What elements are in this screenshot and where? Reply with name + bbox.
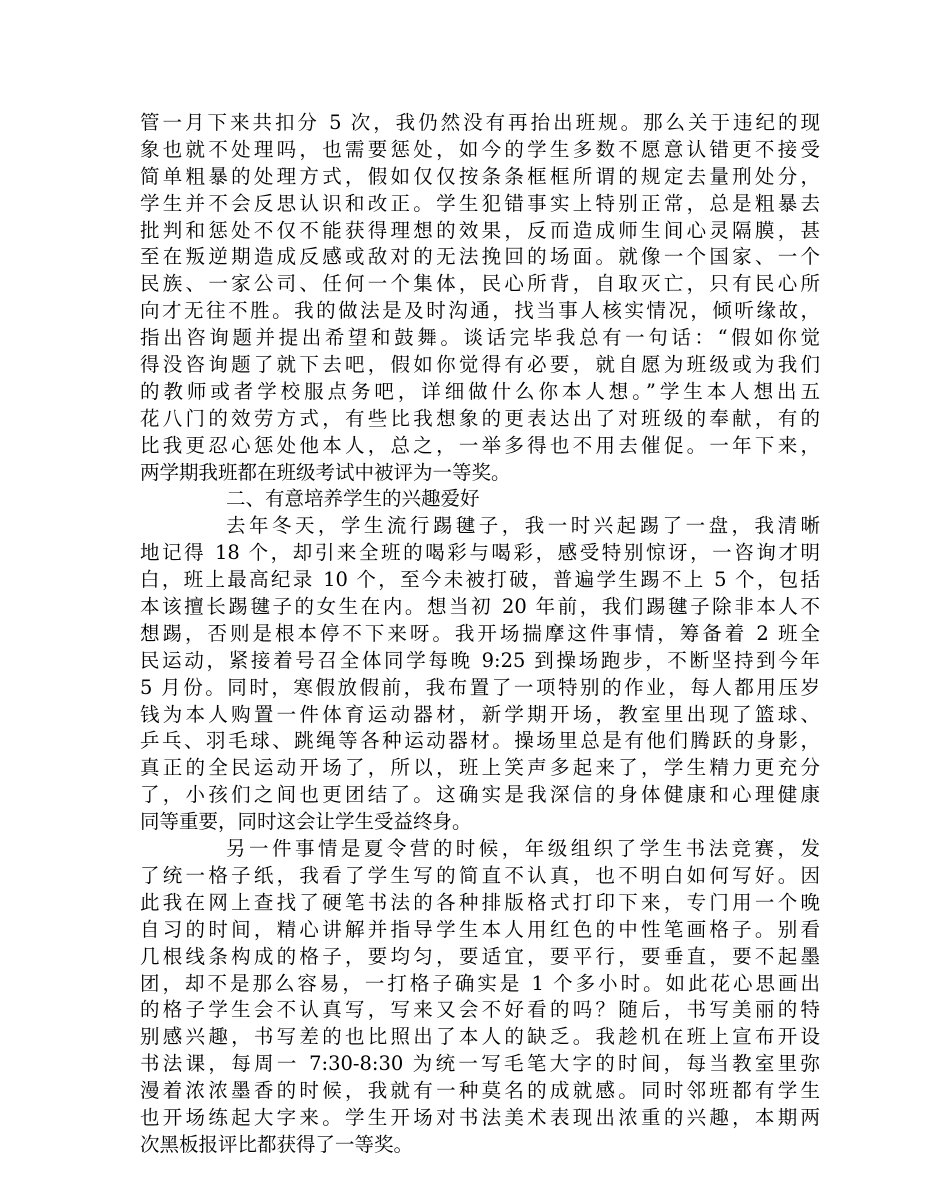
text-line: 两学期我班都在班级考试中被评为一等奖。: [140, 460, 511, 484]
text-line: 得没咨询题了就下去吧，假如你觉得有必要，就自愿为班级或为我们: [140, 353, 820, 377]
text-line: 至在叛逆期造成反感或敌对的无法挽回的场面。就像一个国家、一个: [140, 245, 820, 269]
paragraph-first-line: 另一件事情是夏令营的时候，年级组织了学生书法竞赛，发: [226, 837, 820, 861]
text-line: 批判和惩处不仅不能获得理想的效果，反而造成师生间心灵隔膜，甚: [140, 218, 820, 242]
text-line: 乒乓、羽毛球、跳绳等各种运动器材。操场里总是有他们腾跃的身影，: [140, 729, 820, 753]
text-line: 别感兴趣，书写差的也比照出了本人的缺乏。我趁机在班上宣布开设: [140, 1025, 820, 1049]
text-line: 花八门的效劳方式，有些比我想象的更表达出了对班级的奉献，有的: [140, 406, 820, 430]
text-line: 自习的时间，精心讲解并指导学生本人用红色的中性笔画格子。别看: [140, 917, 820, 941]
text-line: 了统一格子纸，我看了学生写的简直不认真，也不明白如何写好。因: [140, 863, 820, 887]
document-body: [140, 110, 820, 1159]
text-line: 漫着浓浓墨香的时候，我就有一种莫名的成就感。同时邻班都有学生: [140, 1079, 820, 1103]
text-line: 了，小孩们之间也更团结了。这确实是我深信的身体健康和心理健康: [140, 783, 820, 807]
text-line: 真正的全民运动开场了，所以，班上笑声多起来了，学生精力更充分: [140, 756, 820, 780]
text-line: 此我在网上查找了硬笔书法的各种排版格式打印下来，专门用一个晚: [140, 890, 820, 914]
text-line: 本该擅长踢毽子的女生在内。想当初 20 年前，我们踢毽子除非本人不: [140, 595, 820, 619]
section-heading: 二、有意培养学生的兴趣爱好: [226, 487, 480, 511]
text-line: 次黑板报评比都获得了一等奖。: [140, 1132, 414, 1156]
text-line: 学生并不会反思认识和改正。学生犯错事实上特别正常，总是粗暴去: [140, 191, 820, 215]
text-line: 书法课，每周一 7:30-8:30 为统一写毛笔大字的时间，每当教室里弥: [140, 1052, 820, 1076]
text-line: 指出咨询题并提出希望和鼓舞。谈话完毕我总有一句话：“假如你觉: [140, 326, 820, 350]
text-line: 也开场练起大字来。学生开场对书法美术表现出浓重的兴趣，本期两: [140, 1105, 820, 1129]
text-line: 几根线条构成的格子，要均匀，要适宜，要平行，要垂直，要不起墨: [140, 944, 820, 968]
text-line: 5 月份。同时，寒假放假前，我布置了一项特别的作业，每人都用压岁: [140, 675, 820, 699]
text-line: 民族、一家公司、任何一个集体，民心所背，自取灭亡，只有民心所: [140, 272, 820, 296]
text-line: 比我更忍心惩处他本人，总之，一举多得也不用去催促。一年下来，: [140, 433, 820, 457]
text-line: 向才无往不胜。我的做法是及时沟通，找当事人核实情况，倾听缘故，: [140, 299, 820, 323]
text-line: 简单粗暴的处理方式，假如仅仅按条条框框所谓的规定去量刑处分，: [140, 164, 820, 188]
text-line: 的格子学生会不认真写，写来又会不好看的吗？随后，书写美丽的特: [140, 998, 820, 1022]
text-line: 团，却不是那么容易，一打格子确实是 1 个多小时。如此花心思画出: [140, 971, 820, 995]
text-line: 的教师或者学校服点务吧，详细做什么你本人想。”学生本人想出五: [140, 379, 820, 403]
text-line: 地记得 18 个，却引来全班的喝彩与喝彩，感受特别惊讶，一咨询才明: [140, 541, 820, 565]
text-line: 管一月下来共扣分 5 次，我仍然没有再抬出班规。那么关于违纪的现: [140, 111, 820, 134]
text-line: 象也就不处理吗，也需要惩处，如今的学生多数不愿意认错更不接受: [140, 137, 820, 161]
text-line: 民运动，紧接着号召全体同学每晚 9:25 到操场跑步，不断坚持到今年: [140, 648, 820, 672]
paragraph-first-line: 去年冬天，学生流行踢毽子，我一时兴起踢了一盘，我清晰: [226, 514, 820, 538]
text-line: 白，班上最高纪录 10 个，至今未被打破，普遍学生踢不上 5 个，包括: [140, 568, 820, 592]
text-line: 钱为本人购置一件体育运动器材，新学期开场，教室里出现了篮球、: [140, 702, 820, 726]
text-line: 同等重要，同时这会让学生受益终身。: [140, 810, 472, 834]
text-line: 想踢，否则是根本停不下来呀。我开场揣摩这件事情，筹备着 2 班全: [140, 621, 820, 645]
